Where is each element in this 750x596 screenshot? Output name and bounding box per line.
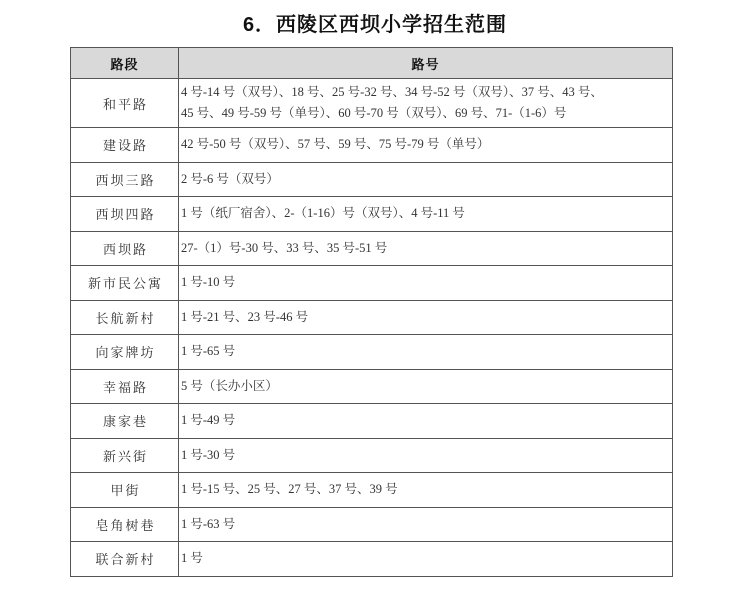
house-numbers-text: 1 号-10 号 <box>181 275 236 290</box>
house-numbers-cell <box>179 369 673 404</box>
road-segment-cell: 新市民公寓 <box>71 266 179 301</box>
road-segment-cell: 甲街 <box>71 473 179 508</box>
road-segment-cell: 建设路 <box>71 128 179 163</box>
page-title: 6．西陵区西坝小学招生范围 <box>242 14 508 36</box>
table-row <box>71 128 673 163</box>
house-numbers-cell <box>179 197 673 232</box>
house-numbers-cell <box>179 79 673 128</box>
house-numbers-cell <box>179 128 673 163</box>
house-numbers-cell <box>179 473 673 508</box>
table-row <box>71 542 673 577</box>
road-segment-cell: 康家巷 <box>71 404 179 439</box>
house-numbers-cell <box>179 404 673 439</box>
house-numbers-text: 45 号、49 号-59 号（单号）、60 号-70 号（双号）、69 号、71-（1-6）号 <box>181 106 567 120</box>
road-segment-cell: 幸福路 <box>71 369 179 404</box>
road-segment-cell: 向家牌坊 <box>71 335 179 370</box>
road-segment-cell: 和平路 <box>71 79 179 128</box>
table-row <box>71 197 673 232</box>
house-numbers-text: 5 号（长办小区） <box>181 378 278 393</box>
house-numbers-text: 1 号-65 号 <box>181 344 236 359</box>
house-numbers-text: 1 号-63 号 <box>181 516 236 531</box>
header-cell-segment: 路段 <box>71 48 179 79</box>
table-row <box>71 266 673 301</box>
enrollment-table <box>70 47 673 577</box>
house-numbers-text: 1 号-15 号、25 号、27 号、37 号、39 号 <box>181 482 398 497</box>
road-segment-cell: 皂角树巷 <box>71 507 179 542</box>
table-row <box>71 438 673 473</box>
house-numbers-text: 1 号-21 号、23 号-46 号 <box>181 309 309 324</box>
road-segment-cell: 西坝三路 <box>71 162 179 197</box>
table-row <box>71 507 673 542</box>
table-row <box>71 404 673 439</box>
house-numbers-text: 1 号-49 号 <box>181 413 236 428</box>
house-numbers-text: 1 号（纸厂宿舍）、2-（1-16）号（双号）、4 号-11 号 <box>181 206 465 221</box>
house-numbers-cell <box>179 542 673 577</box>
table-row <box>71 473 673 508</box>
table-header-row <box>71 48 673 79</box>
header-cell-numbers: 路号 <box>179 48 673 79</box>
house-numbers-text: 42 号-50 号（双号）、57 号、59 号、75 号-79 号（单号） <box>181 137 490 152</box>
house-numbers-cell <box>179 162 673 197</box>
house-numbers-text: 1 号-30 号 <box>181 447 236 462</box>
house-numbers-cell <box>179 335 673 370</box>
road-segment-cell: 长航新村 <box>71 300 179 335</box>
house-numbers-text: 4 号-14 号（双号）、18 号、25 号-32 号、34 号-52 号（双号）、37 号、43 号、 <box>181 85 603 99</box>
house-numbers-text: 1 号 <box>181 551 203 566</box>
house-numbers-cell <box>179 438 673 473</box>
road-segment-cell: 新兴街 <box>71 438 179 473</box>
house-numbers-text: 27-（1）号-30 号、33 号、35 号-51 号 <box>181 240 388 255</box>
table-row <box>71 335 673 370</box>
table-row <box>71 79 673 128</box>
house-numbers-cell <box>179 231 673 266</box>
road-segment-cell: 西坝路 <box>71 231 179 266</box>
table-row <box>71 369 673 404</box>
table-row <box>71 162 673 197</box>
road-segment-cell: 联合新村 <box>71 542 179 577</box>
house-numbers-cell <box>179 507 673 542</box>
table-row <box>71 300 673 335</box>
house-numbers-text: 2 号-6 号（双号） <box>181 171 279 186</box>
house-numbers-cell <box>179 300 673 335</box>
road-segment-cell: 西坝四路 <box>71 197 179 232</box>
house-numbers-cell <box>179 266 673 301</box>
table-row <box>71 231 673 266</box>
